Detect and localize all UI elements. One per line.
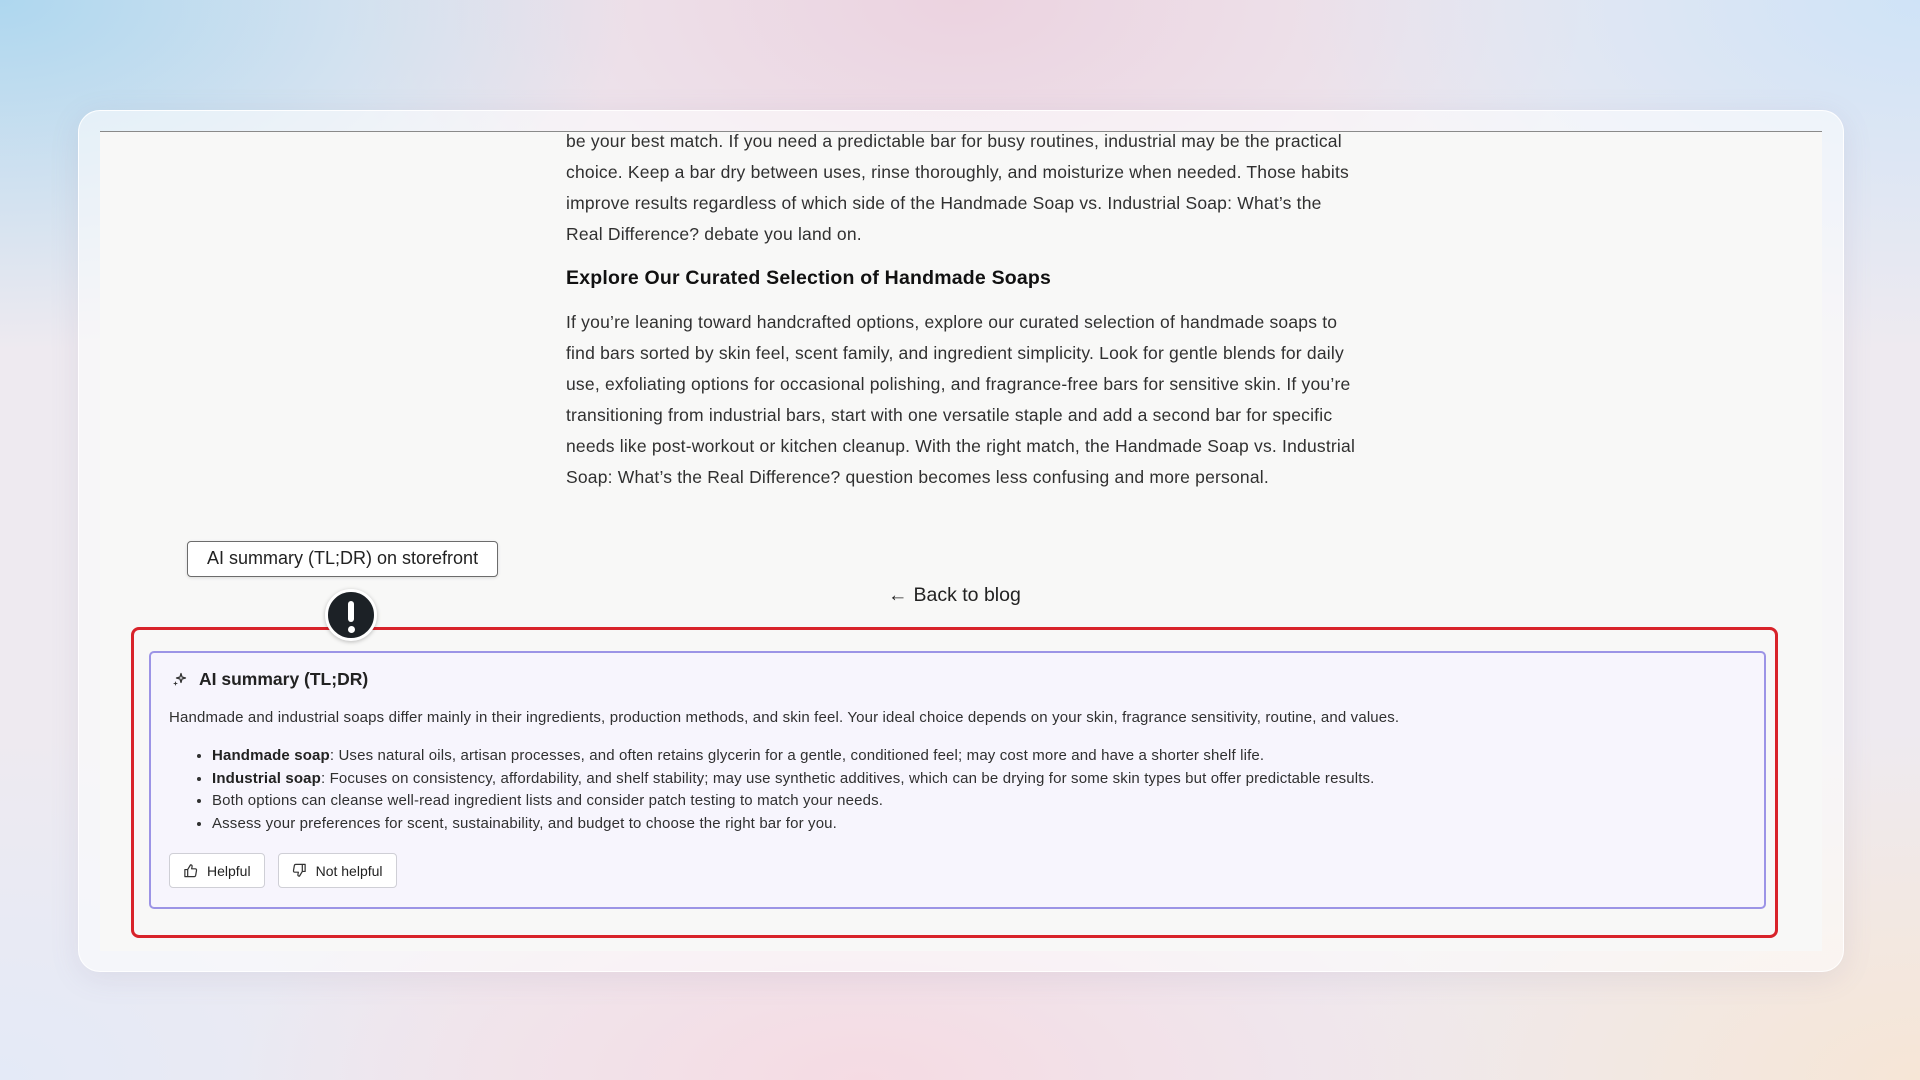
not-helpful-label: Not helpful xyxy=(315,862,383,879)
article-paragraph: be your best match. If you need a predictable bar for busy routines, industrial may be the practical choice. Keep a bar dry between uses, rinse thoroughly, and moisturize when needed. Those habits improve results regardless of which side of the Handmade Soap vs. Industrial Soap: What’s the Real Difference? debate you land on. xyxy=(566,131,1349,244)
callout-label: AI summary (TL;DR) on storefront xyxy=(187,541,498,577)
exclamation-icon xyxy=(325,589,377,641)
list-item: • Handmade soap: Uses natural oils, artisan processes, and often retains glycerin for a gentle, conditioned feel; may cost more and have a shorter shelf life. xyxy=(212,745,1374,768)
summary-title-text: AI summary (TL;DR) xyxy=(199,669,369,689)
summary-intro: Handmade and industrial soaps differ mainly in their ingredients, production methods, and skin feel. Your ideal choice depends on your skin, fragrance sensitivity, routine, and values. xyxy=(169,709,1400,726)
arrow-left-icon: ← xyxy=(888,584,908,606)
helpful-label: Helpful xyxy=(207,862,251,879)
section-heading: Explore Our Curated Selection of Handmade Soaps xyxy=(566,267,1052,289)
blog-article xyxy=(566,132,1356,493)
article-paragraph: If you’re leaning toward handcrafted options, explore our curated selection of handmade soaps to find bars sorted by skin feel, scent family, and ingredient simplicity. Look for gentle blends for daily use, exfoliating options for occasional polishing, and fragrance-free bars for sensitive skin. If you’re transitioning from industrial bars, start with one versatile staple and add a second bar for specific needs like post-workout or kitchen cleanup. With the right match, the Handmade Soap vs. Industrial Soap: What’s the Real Difference? question becomes less confusing and more personal. xyxy=(566,312,1356,487)
back-to-blog-link[interactable] xyxy=(888,584,1021,607)
back-to-blog-label: Back to blog xyxy=(913,584,1021,606)
list-item: • Assess your preferences for scent, sustainability, and budget to choose the right bar for you. xyxy=(212,813,1374,836)
callout-highlight-box xyxy=(131,627,1778,938)
list-item: • Industrial soap: Focuses on consistency, affordability, and shelf stability; may use synthetic additives, which can be drying for some skin types but offer predictable results. xyxy=(212,768,1374,791)
list-item: • Both options can cleanse well-read ingredient lists and consider patch testing to match your needs. xyxy=(212,790,1374,813)
